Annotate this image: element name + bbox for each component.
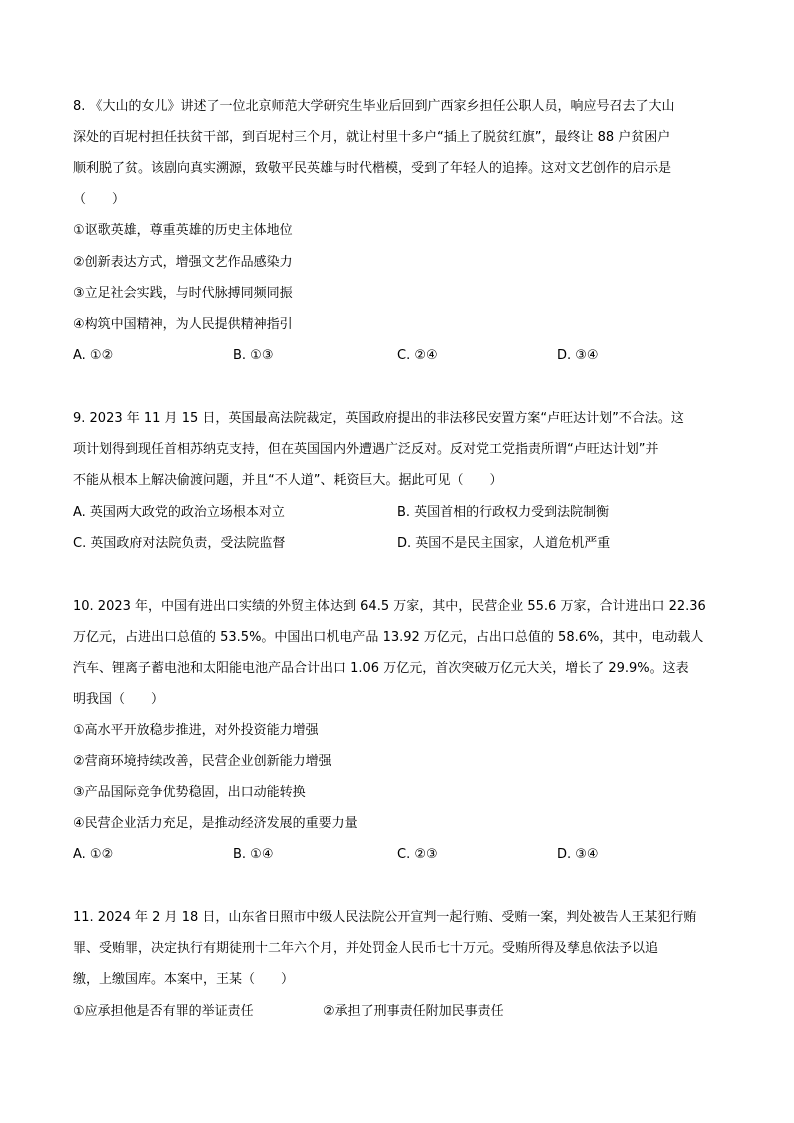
question-9-option-a: A. 英国两大政党的政治立场根本对立 [73,505,285,520]
question-10-stem-line-2: 万亿元，占进出口总值的 53.5%。中国出口机电产品 13.92 万亿元，占出口总值的 58.6%，其中，电动载人 [73,630,704,645]
question-11-stem-line-3: 缴，上缴国库。本案中，王某（ ） [73,972,295,987]
question-10-stem-line-3: 汽车、锂离子蓄电池和太阳能电池产品合计出口 1.06 万亿元，首次突破万亿元大关，增长了 29.9%。这表 [73,661,689,676]
question-9-option-d: D. 英国不是民主国家，人道危机严重 [397,536,611,551]
question-8-statement-1: ①讴歌英雄，尊重英雄的历史主体地位 [73,223,293,238]
question-8-stem-line-3: 顺利脱了贫。该剧向真实溯源，致敬平民英雄与时代楷模，受到了年轻人的追捧。这对文艺创作的启示是 [73,161,672,176]
question-11-statement-2: ②承担了刑事责任附加民事责任 [323,1004,504,1019]
question-8-stem-line-2: 深处的百坭村担任扶贫干部，到百坭村三个月，就让村里十多户“插上了脱贫红旗”，最终让 88 户贫困户 [73,130,671,145]
question-11-stem-line-1: 11. 2024 年 2 月 18 日，山东省日照市中级人民法院公开宣判一起行贿、受贿一案，判处被告人王某犯行贿 [73,910,697,925]
question-10-stem-line-4: 明我国（ ） [73,692,165,707]
question-8-statement-3: ③立足社会实践，与时代脉搏同频同振 [73,286,293,301]
question-10-option-a: A. ①② [73,847,114,862]
question-10-statement-2: ②营商环境持续改善，民营企业创新能力增强 [73,754,332,769]
question-8-statement-4: ④构筑中国精神，为人民提供精神指引 [73,317,293,332]
question-8-option-c: C. ②④ [397,348,438,363]
question-11-statement-1: ①应承担他是否有罪的举证责任 [73,1004,254,1019]
question-9-option-b: B. 英国首相的行政权力受到法院制衡 [397,505,610,520]
question-10-option-b: B. ①④ [233,847,274,862]
question-9-option-c: C. 英国政府对法院负责，受法院监督 [73,536,286,551]
question-10-statement-4: ④民营企业活力充足，是推动经济发展的重要力量 [73,816,358,831]
question-8-stem-line-1: 8. 《大山的女儿》讲述了一位北京师范大学研究生毕业后回到广西家乡担任公职人员，响应号召去了大山 [73,99,675,114]
question-11-stem-line-2: 罪、受贿罪，决定执行有期徒刑十二年六个月，并处罚金人民币七十万元。受贿所得及孳息依法予以追 [73,941,659,956]
question-8-stem-line-4: （ ） [73,192,126,207]
question-8-option-b: B. ①③ [233,348,274,363]
question-9-stem-line-2: 项计划得到现任首相苏纳克支持，但在英国国内外遭遇广泛反对。反对党工党指责所谓“卢旺达计划”并 [73,442,659,457]
question-9-stem-line-1: 9. 2023 年 11 月 15 日，英国最高法院裁定，英国政府提出的非法移民安置方案“卢旺达计划”不合法。这 [73,411,684,426]
question-10-stem-line-1: 10. 2023 年，中国有进出口实绩的外贸主体达到 64.5 万家，其中，民营企业 55.6 万家，合计进出口 22.36 [73,599,706,614]
question-8-statement-2: ②创新表达方式，增强文艺作品感染力 [73,255,293,270]
question-9-stem-line-3: 不能从根本上解决偷渡问题，并且“不人道”、耗资巨大。据此可见（ ） [73,473,503,488]
question-8-option-d: D. ③④ [557,348,599,363]
question-8-option-a: A. ①② [73,348,114,363]
question-10-statement-3: ③产品国际竞争优势稳固，出口动能转换 [73,785,306,800]
question-10-statement-1: ①高水平开放稳步推进，对外投资能力增强 [73,723,319,738]
question-10-option-d: D. ③④ [557,847,599,862]
question-10-option-c: C. ②③ [397,847,438,862]
